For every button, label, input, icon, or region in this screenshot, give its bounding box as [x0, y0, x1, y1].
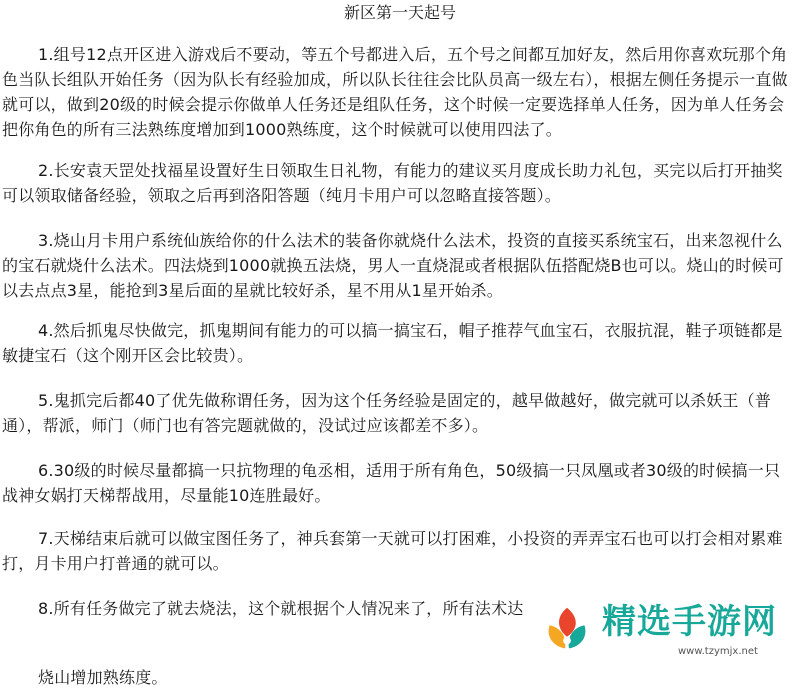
- paragraph-4: 4.然后抓鬼尽快做完，抓鬼期间有能力的可以搞一搞宝石，帽子推荐气血宝石，衣服抗混，鞋子项链都是敏捷宝石（这个刚开区会比较贵）。: [2, 321, 783, 365]
- paragraph-1: 1.组号12点开区进入游戏后不要动，等五个号都进入后，五个号之间都互加好友，然后用你喜欢玩那个角色当队长组队开始任务（因为队长有经验加成，所以队长往往会比队员高一级左右），根据左侧任务提示一直做就可以，做到20级的时候会提示你做单人任务还是组队任务，这个时候一定要选择单人任务，因为单人任务会把你角色的所有三法熟练度增加到1000熟练度，这个时候就可以使用四法了。: [2, 45, 788, 139]
- paragraph-3: 3.烧山月卡用户系统仙族给你的什么法术的装备你就烧什么法术，投资的直接买系统宝石，出来忽视什么的宝石就烧什么法术。四法烧到1000就换五法烧，男人一直烧混或者根据队伍搭配烧B也可以。烧山的时候可以去点点3星，能抢到3星后面的星就比较好杀，星不用从1星开始杀。: [2, 231, 784, 300]
- watermark-site-name: 精选手游网: [602, 602, 777, 642]
- paragraph-8-continuation: 烧山增加熟练度。: [38, 668, 168, 687]
- paragraph-2: 2.长安袁天罡处找福星设置好生日领取生日礼物，有能力的建议买月度成长助力礼包，买完以后打开抽奖可以领取储备经验，领取之后再到洛阳答题（纯月卡用户可以忽略直接答题）。: [2, 161, 783, 205]
- site-watermark: [532, 598, 782, 666]
- paragraph-6: 6.30级的时候尽量都搞一只抗物理的龟丞相，适用于所有角色，50级搞一只凤凰或者30级的时候搞一只战神女娲打天梯帮战用，尽量能10连胜最好。: [2, 461, 781, 505]
- paragraph-8: 8.所有任务做完了就去烧法，这个就根据个人情况来了，所有法术达: [38, 599, 524, 618]
- paragraph-7: 7.天梯结束后就可以做宝图任务了，神兵套第一天就可以打困难，小投资的弄弄宝石也可以打会相对累难打，月卡用户打普通的就可以。: [2, 529, 783, 573]
- watermark-site-url: www.tzymjx.net: [678, 646, 758, 657]
- paragraph-5: 5.鬼抓完后都40了优先做称谓任务，因为这个任务经验是固定的，越早做越好，做完就可以杀妖王（普通），帮派，师门（师门也有答完题就做的，没试过应该都差不多）。: [2, 391, 772, 435]
- stylized-leaf-logo-icon: [538, 602, 596, 660]
- document-title: 新区第一天起号: [343, 3, 456, 22]
